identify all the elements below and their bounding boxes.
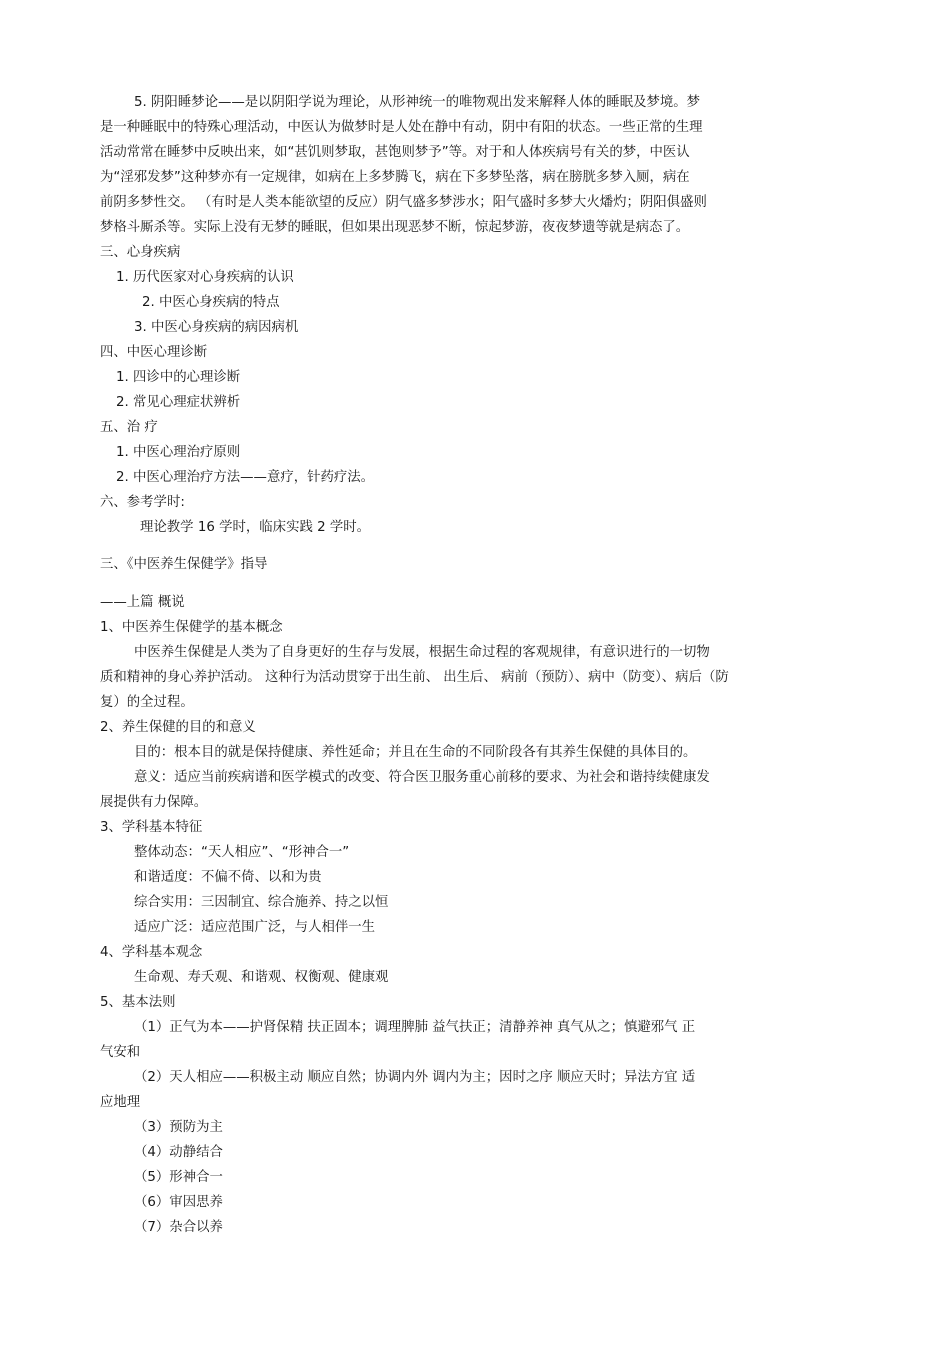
- feature-item: 和谐适度：不偏不倚、以和为贵: [134, 870, 322, 885]
- list-item: 2. 中医心理治疗方法——意疗，针药疗法。: [116, 470, 375, 485]
- text-line: 展提供有力保障。: [100, 795, 208, 810]
- list-item: 1. 中医心理治疗原则: [116, 445, 241, 460]
- text-line-5: 前阴多梦性交。 （有时是人类本能欲望的反应）阴气盛多梦涉水；阳气盛时多梦大火燔灼；阴阳俱盛则: [100, 195, 707, 210]
- subsection-heading: 4、学科基本观念: [100, 945, 203, 960]
- subsection-heading: 5、基本法则: [100, 995, 176, 1010]
- rule-item: （6）审因思养: [134, 1195, 223, 1210]
- subsection-heading: 1、中医养生保健学的基本概念: [100, 620, 283, 635]
- text-line: 生命观、寿夭观、和谐观、权衡观、健康观: [134, 970, 389, 985]
- section-heading-3: 三、心身疾病: [100, 245, 181, 260]
- rule-item: （7）杂合以养: [134, 1220, 223, 1235]
- rule-item: （2）天人相应——积极主动 顺应自然；协调内外 调内为主；因时之序 顺应天时；异法方宜 适: [134, 1070, 696, 1085]
- text-line-6: 梦格斗厮杀等。实际上没有无梦的睡眠，但如果出现恶梦不断，惊起梦游，夜夜梦遗等就是病态了。: [100, 220, 690, 235]
- text-line-2: 是一种睡眠中的特殊心理活动，中医认为做梦时是人处在静中有动，阴中有阳的状态。一些正常的生理: [100, 120, 703, 135]
- list-item: 2. 中医心身疾病的特点: [142, 295, 280, 310]
- rule-item: （4）动静结合: [134, 1145, 223, 1160]
- list-item: 2. 常见心理症状辨析: [116, 395, 241, 410]
- rule-item: （1）正气为本——护肾保精 扶正固本；调理脾肺 益气扶正；清静养神 真气从之；慎避邪气 正: [134, 1020, 696, 1035]
- rule-item-continued: 应地理: [100, 1095, 141, 1110]
- text-line-1: 5. 阴阳睡梦论——是以阴阳学说为理论，从形神统一的唯物观出发来解释人体的睡眠及梦境。梦: [134, 95, 701, 110]
- text-line: 中医养生保健是人类为了自身更好的生存与发展，根据生命过程的客观规律，有意识进行的一切物: [134, 645, 710, 660]
- subsection-heading: 2、养生保健的目的和意义: [100, 720, 256, 735]
- feature-item: 适应广泛：适应范围广泛，与人相伴一生: [134, 920, 376, 935]
- part-heading: ——上篇 概说: [100, 595, 185, 610]
- text-line: 质和精神的身心养护活动。 这种行为活动贯穿于出生前、 出生后、 病前（预防）、病中（防变）、病后（防: [100, 670, 729, 685]
- section-heading-5: 五、治 疗: [100, 420, 158, 435]
- rule-item: （5）形神合一: [134, 1170, 223, 1185]
- text-line: 复）的全过程。: [100, 695, 194, 710]
- rule-item-continued: 气安和: [100, 1045, 141, 1060]
- text-line: 目的：根本目的就是保持健康、养性延命；并且在生命的不同阶段各有其养生保健的具体目的。: [134, 745, 697, 760]
- section-heading-4: 四、中医心理诊断: [100, 345, 208, 360]
- feature-item: 综合实用：三因制宜、综合施养、持之以恒: [134, 895, 389, 910]
- text-line-4: 为“淫邪发梦”这种梦亦有一定规律，如病在上多梦腾飞，病在下多梦坠落，病在膀胱多梦入厕，病在: [100, 170, 690, 185]
- text-line: 意义：适应当前疾病谱和医学模式的改变、符合医卫服务重心前移的要求、为社会和谐持续健康发: [134, 770, 710, 785]
- study-hours-text: 理论教学 16 学时，临床实践 2 学时。: [140, 520, 371, 535]
- feature-item: 整体动态：“天人相应”、“形神合一”: [134, 845, 350, 860]
- chapter-heading: 三、《中医养生保健学》指导: [100, 557, 268, 572]
- text-line-3: 活动常常在睡梦中反映出来，如“甚饥则梦取，甚饱则梦予”等。对于和人体疾病号有关的梦，中医认: [100, 145, 690, 160]
- list-item: 3. 中医心身疾病的病因病机: [134, 320, 299, 335]
- rule-item: （3）预防为主: [134, 1120, 223, 1135]
- list-item: 1. 历代医家对心身疾病的认识: [116, 270, 294, 285]
- subsection-heading: 3、学科基本特征: [100, 820, 203, 835]
- section-heading-6: 六、参考学时:: [100, 495, 185, 510]
- list-item: 1. 四诊中的心理诊断: [116, 370, 241, 385]
